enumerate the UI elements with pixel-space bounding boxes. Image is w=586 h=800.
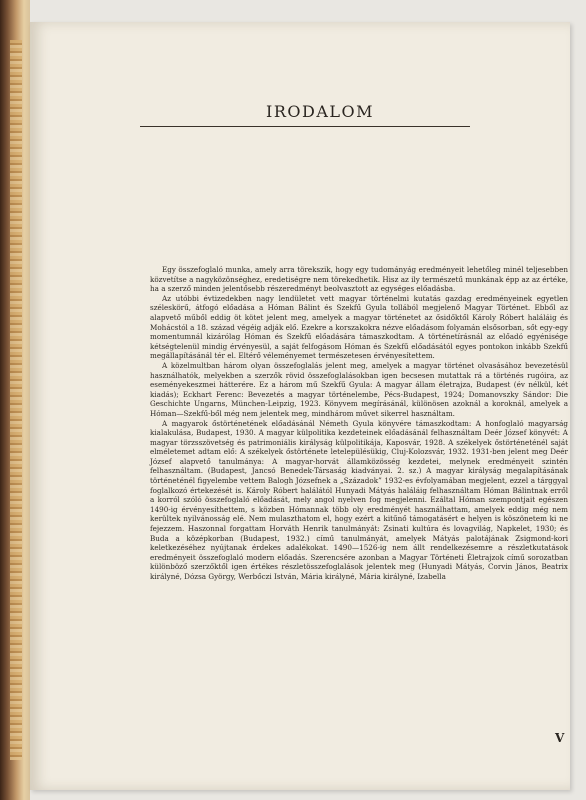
paragraph: A magyarok őstörténetének előadásánál Németh Gyula könyvére támaszkodtam: A honfoglaló magyarság kialakulása, Budapest, 1930. A magyar külpolitika kezdeteinek előadásánál felhasználtam Deér József könyvét: A magyar törzsszövetség és patrimoniális királyság külpolitikája, Kaposvár, 1928. A székelyek őstörténeténél saját elméletemet adtam elő: A székelyek őstörténete letelepülésükig, Cluj-Kolozsvár, 1932. 1931-ben jelent meg Deér József alapvető tanulmánya: A magyar-horvát államközösség kezdetei, melynek eredményeit szintén felhasználtam. (Budapest, Jancsó Benedek-Társaság kiadványai. 2. sz.) A magyar királyság megalapításának történeténél figyelembe vettem Balogh Józsefnek a „Századok” 1932-es évfolyamában megjelent, ezzel a tárggyal foglalkozó értekezését is. Károly Róbert halálától Hunyadi Mátyás haláláig felhasználtam Hóman Bálintnak erről a korról szóló összefoglaló előadását, mely angol nyelven fog megjelenni. Ezáltal Hóman szempontjait egészen 1490-ig érvényesíthettem, s közben Hómannak több oly eredményét használhattam, amelyek eddig még nem kerültek nyilvánosság elé. Nem mulaszthatom el, hogy ezért a kitűnő támogatásért e helyen is köszönetem ki ne fejezzem. Haszonnal forgattam Horváth Henrik tanulmányát: Zsinati kultúra és lovagvilág, Napkelet, 1930; és Buda a középkorban (Budapest, 1932.) című tanulmányát, amelyek Mátyás palotájának Zsigmond-kori keletkezéséhez nyújtanak érdekes adalékokat. 1490—1526-ig nem állt rendelkezésemre a részletkutatások eredményeit összefoglaló modern előadás. Szerencsére azonban a Magyar Történeti Életrajzok című sorozatban különböző szerzőktől igen értékes részletösszefoglalások jelentek meg (Hunyadi Mátyás, Corvin János, Beatrix királyné, Dózsa György, Werbőczi István, Mária királyné, Mária királyné, Izabella <box>150 418 568 581</box>
title-rule <box>140 126 470 127</box>
book-page <box>30 22 570 790</box>
page-title: IRODALOM <box>266 102 374 121</box>
book-spine <box>0 0 30 800</box>
body-text <box>150 265 568 582</box>
paragraph: A közelmultban három olyan összefoglalás jelent meg, amelyek a magyar történet olvasásához bevezetésül használhatók, melyekben a szerzők rövid összefoglalásokban igen becsesen mutattak rá a történés rugóira, az eseményekeszmei hátterére. Ez a három mű Szekfű Gyula: A magyar állam életrajza, Budapest (év nélkül, két kiadás); Eckhart Ferenc: Bevezetés a magyar történelembe, Pécs-Budapest, 1924; Domanovszky Sándor: Die Geschichte Ungarns, München-Leipzig, 1923. Könyvem megírásánál, különösen azoknál a koroknál, amelyek a Hóman—Szekfű-ből még nem jelentek meg, mindhárom művet sikerrel használtam. <box>150 360 568 418</box>
paragraph: Egy összefoglaló munka, amely arra törekszik, hogy egy tudományág eredményeit lehetőleg minél teljesebben közvetítse a nagyközönséghez, eredetiségre nem törekedhetik. Hisz az ily természetű munkának épp az az értéke, ha a szerző minden jelentősebb részeredményt beolvasztott az egységes előadásba. <box>150 265 568 294</box>
paragraph: Az utóbbi évtizedekben nagy lendületet vett magyar történelmi kutatás gazdag eredményeinek egyetlen széleskörű, átfogó előadása a Hóman Bálint és Szekfű Gyula tollából megjelenő Magyar Történet. Ebből az alapvető műből eddig öt kötet jelent meg, amelyek a magyar történetet az ősidőktől Károly Róbert haláláig és Mohácstól a 18. század végéig adják elő. Ezekre a korszakokra nézve előadásom folyamán elsősorban, sőt egy-egy momentumnál kizárólag Hóman és Szekfű előadására támaszkodtam. A történetírásnál az előadó egyénisége kétségtelenül mindig érvényesül, a saját felfogásom Hóman és Szekfű előadásától egyes pontokon inkább Szekfű megállapításánál tér el. Eltérő véleményemet természetesen érvényesítettem. <box>150 293 568 361</box>
page-edges <box>10 40 22 760</box>
signature-mark: V <box>555 731 565 745</box>
